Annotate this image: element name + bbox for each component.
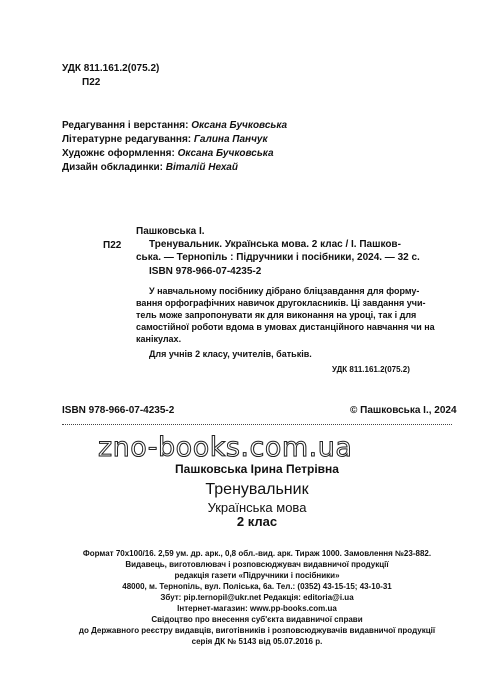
credit-line-art bbox=[62, 147, 274, 160]
catalog-isbn: ISBN 978-966-07-4235-2 bbox=[149, 266, 262, 277]
footer-copyright: © Пашковська І., 2024 bbox=[350, 405, 457, 416]
credit-line-literary bbox=[62, 133, 268, 146]
credit-role: Літературне редагування: bbox=[62, 134, 192, 145]
imprint-line: Свідоцтво про внесення суб'єкта видавничої справи bbox=[151, 615, 363, 624]
catalog-abstract-line: вання орфографічних навичок другокласників. Ці завдання учи- bbox=[136, 298, 426, 308]
imprint-line: до Державного реєстру видавців, виготівників і розповсюджувачів видавничої продукції bbox=[78, 626, 436, 635]
catalog-description bbox=[136, 238, 452, 264]
book-title: Тренувальник bbox=[205, 481, 309, 498]
credit-name: Оксана Бучковська bbox=[177, 148, 274, 159]
imprint-line: Формат 70х100/16. 2,59 ум. др. арк., 0,8 обл.-вид. арк. Тираж 1000. Замовлення №23-882. bbox=[82, 549, 432, 558]
imprint-line: Збут: pip.ternopil@ukr.net Редакція: editoria@i.ua bbox=[160, 593, 354, 602]
catalog-cutter: П22 bbox=[103, 240, 122, 251]
credit-line-cover bbox=[62, 161, 238, 174]
book-subject: Українська мова bbox=[207, 500, 307, 515]
author-full-name: Пашковська Ірина Петрівна bbox=[175, 462, 339, 476]
credit-name: Галина Панчук bbox=[193, 134, 268, 145]
description-line: Тренувальник. Українська мова. 2 клас / І. Пашков- bbox=[149, 239, 401, 250]
credit-name: Оксана Бучковська bbox=[191, 120, 288, 131]
catalog-abstract-line: У навчальному посібнику дібрано бліцзавдання для форму- bbox=[149, 286, 420, 296]
watermark: zno-books.com.ua bbox=[98, 432, 353, 463]
catalog-author: Пашковська І. bbox=[136, 226, 205, 237]
catalog-abstract-line: самостійної роботи вдома в умовах дистанційного навчання чи на bbox=[136, 322, 435, 332]
catalog-abstract-line: тель може запропонувати як для виконання на уроці, так і для bbox=[136, 310, 417, 320]
credit-name: Віталій Нехай bbox=[165, 162, 238, 173]
book-grade: 2 клас bbox=[236, 514, 278, 529]
imprint-line: Інтернет-магазин: www.pp-books.com.ua bbox=[177, 604, 337, 613]
catalog-udc: УДК 811.161.2(075.2) bbox=[332, 365, 410, 374]
catalog-audience: Для учнів 2 класу, учителів, батьків. bbox=[149, 349, 312, 359]
credit-role: Художнє оформлення: bbox=[62, 148, 175, 159]
footer-isbn: ISBN 978-966-07-4235-2 bbox=[62, 405, 175, 416]
imprint-line: 48000, м. Тернопіль, вул. Поліська, 6а. Тел.: (0352) 43-15-15; 43-10-31 bbox=[122, 582, 392, 591]
credit-role: Редагування і верстання: bbox=[62, 120, 189, 131]
imprint-line: Видавець, виготовлювач і розповсюджувач видавничої продукції bbox=[125, 560, 389, 569]
description-line: ська. — Тернопіль : Підручники і посібники, 2024. — 32 с. bbox=[136, 252, 420, 263]
cutter-code: П22 bbox=[82, 77, 101, 88]
catalog-abstract-line: канікулах. bbox=[136, 334, 182, 344]
imprint-line: редакція газети «Підручники і посібники» bbox=[174, 571, 340, 580]
divider bbox=[62, 424, 452, 425]
udc-code: УДК 811.161.2(075.2) bbox=[62, 63, 160, 74]
imprint-line: серія ДК № 5143 від 05.07.2016 р. bbox=[191, 637, 323, 646]
credit-line-editing bbox=[62, 119, 287, 132]
credit-role: Дизайн обкладинки: bbox=[62, 162, 163, 173]
